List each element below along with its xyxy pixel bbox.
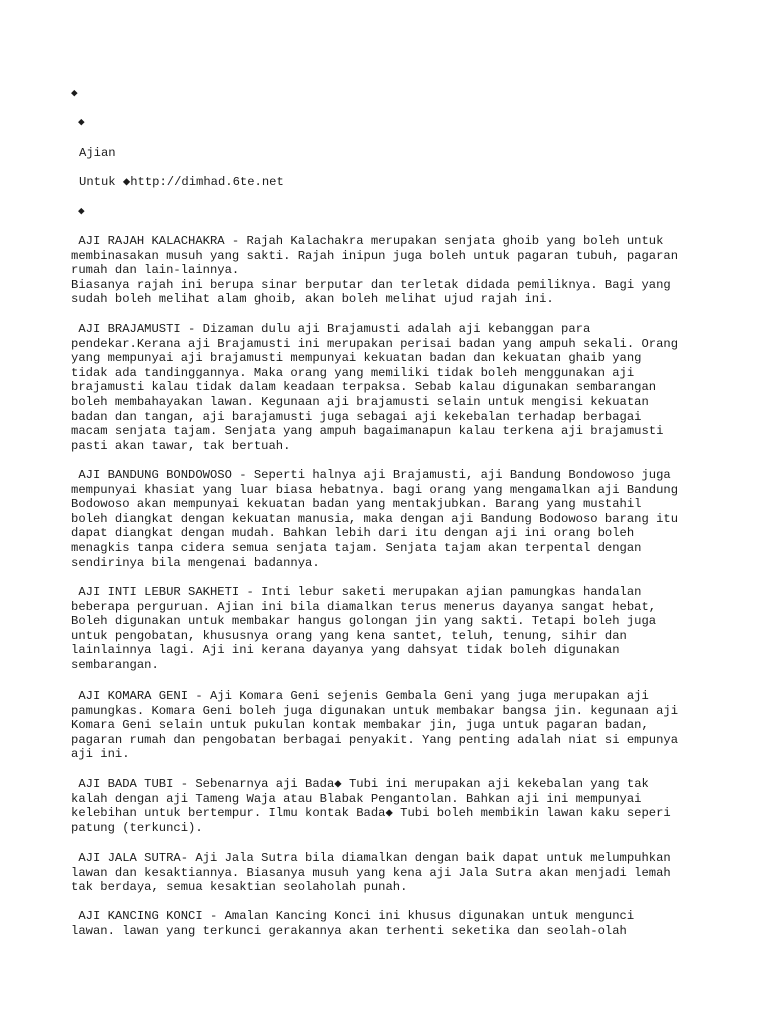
document-title: Ajian — [79, 146, 116, 160]
paragraph-aji-rajah-kalachakra: AJI RAJAH KALACHAKRA - Rajah Kalachakra merupakan senjata ghoib yang boleh untuk membinasakan musuh yang sakti. Rajah inipun juga boleh untuk pagaran tubuh, pagaran rumah dan lain-lainnya. Biasanya rajah ini berupa sinar berputar dan terletak didada pemiliknya. Bagi yang sudah boleh melihat alam ghoib, akan boleh melihat ujud rajah ini. — [71, 234, 679, 307]
paragraph-aji-jala-sutra: AJI JALA SUTRA- Aji Jala Sutra bila diamalkan dengan baik dapat untuk melumpuhkan lawan dan kesaktiannya. Biasanya musuh yang kena aji Jala Sutra akan menjadi lemah tak berdaya, semua kesaktian seolaholah punah. — [71, 851, 671, 895]
bullet-icon: ◆ — [78, 117, 85, 129]
paragraph-aji-brajamusti: AJI BRAJAMUSTI - Dizaman dulu aji Brajamusti adalah aji kebanggan para pendekar.Kerana aji Brajamusti ini merupakan perisai badan yang ampuh sekali. Orang yang mempunyai aji brajamusti mempunyai kekuatan badan dan kekuatan ghaib yang tidak ada tandinggannya. Maka orang yang memiliki tidak boleh menggunakan aji brajamusti kalau tidak dalam keadaan terpaksa. Sebab kalau digunakan sembarangan boleh membahayakan lawan. Kegunaan aji brajamusti selain untuk mengisi kekuatan badan dan tangan, aji barajamusti juga sebagai aji kekebalan terhadap berbagai macam senjata tajam. Senjata yang ampuh bagaimanapun kalau terkena aji brajamusti pasti akan tawar, tak bertuah. — [71, 322, 679, 453]
source-link-line: Untuk ◆http://dimhad.6te.net — [79, 175, 284, 189]
paragraph-aji-kancing-konci: AJI KANCING KONCI - Amalan Kancing Konci ini khusus digunakan untuk mengunci lawan. lawan yang terkunci gerakannya akan terhenti seketika dan seolah-olah — [71, 909, 635, 938]
bullet-icon: ◆ — [71, 88, 78, 100]
paragraph-aji-bada-tubi: AJI BADA TUBI - Sebenarnya aji Bada◆ Tubi ini merupakan aji kekebalan yang tak kalah dengan aji Tameng Waja atau Blabak Pengantolan. Bahkan aji ini mempunyai kelebihan untuk bertempur. Ilmu kontak Bada◆ Tubi boleh membikin lawan kaku seperi patung (terkunci). — [71, 777, 671, 835]
paragraph-aji-inti-lebur-sakheti: AJI INTI LEBUR SAKHETI - Inti lebur saketi merupakan ajian pamungkas handalan beberapa perguruan. Ajian ini bila diamalkan terus menerus dayanya sangat hebat, Boleh digunakan untuk membakar hangus golongan jin yang sakti. Tetapi boleh juga untuk pengobatan, khususnya orang yang kena santet, teluh, tenung, sihir dan lainlainnya lagi. Aji ini kerana dayanya yang dahsyat tidak boleh digunakan sembarangan. — [71, 585, 657, 672]
bullet-icon: ◆ — [78, 206, 85, 218]
paragraph-aji-bandung-bondowoso: AJI BANDUNG BONDOWOSO - Seperti halnya aji Brajamusti, aji Bandung Bondowoso juga mempunyai khasiat yang luar biasa hebatnya. bagi orang yang mengamalkan aji Bandung Bodowoso akan mempunyai kekuatan badan yang mentakjubkan. Barang yang mustahil boleh diangkat dengan kekuatan manusia, maka dengan aji Bandung Bodowoso barang itu dapat diangkat dengan mudah. Bahkan lebih dari itu dengan aji ini orang boleh menagkis tanpa cidera semua senjata tajam. Senjata tajam akan terpental dengan sendirinya bila mengenai badannya. — [71, 468, 679, 570]
paragraph-aji-komara-geni: AJI KOMARA GENI - Aji Komara Geni sejenis Gembala Geni yang juga merupakan aji pamungkas. Komara Geni boleh juga digunakan untuk membakar bangsa jin. kegunaan aji Komara Geni selain untuk pukulan kontak membakar jin, juga untuk pagaran badan, pagaran rumah dan pengobatan berbagai penyakit. Yang penting adalah niat si empunya aji ini. — [71, 689, 679, 762]
